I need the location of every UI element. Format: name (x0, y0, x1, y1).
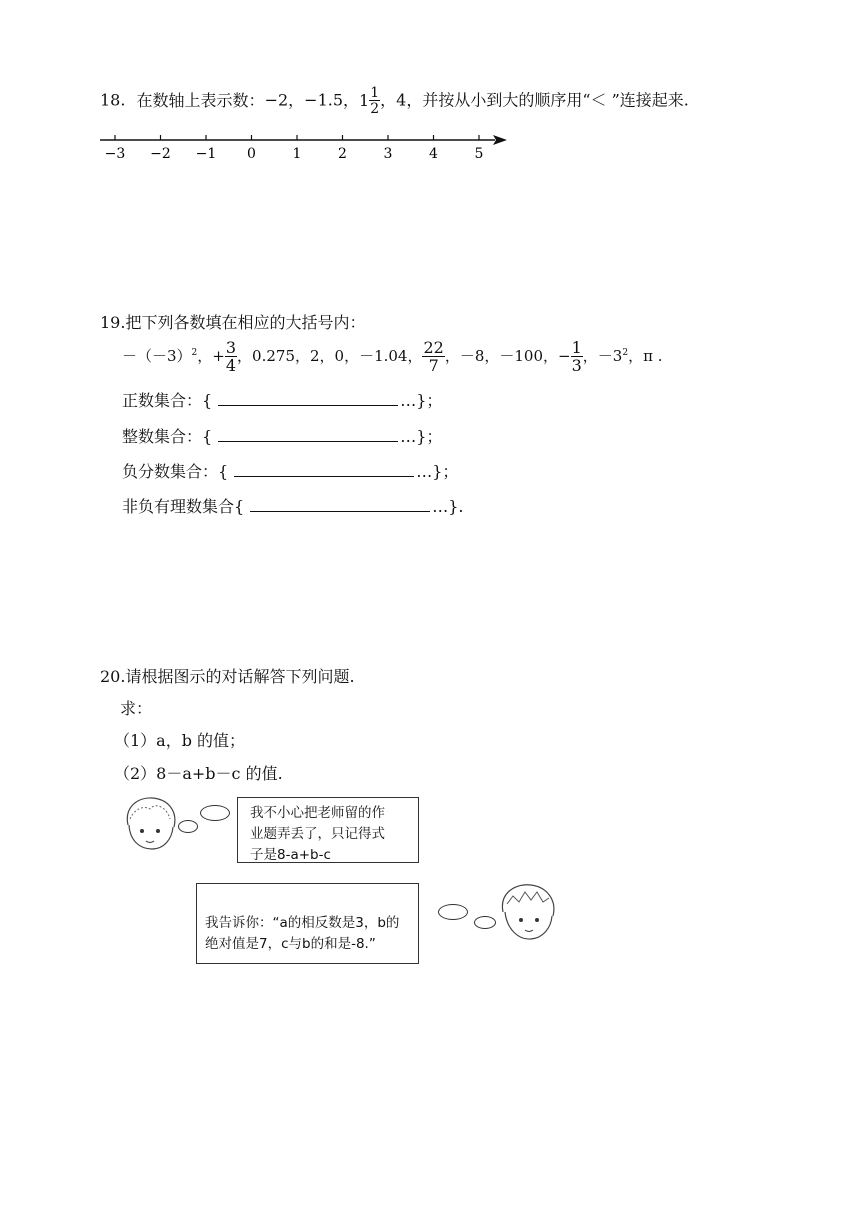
speech-box-2 (196, 883, 419, 964)
speech-line: 子是8-a+b-c (250, 847, 331, 863)
fraction-denominator: 3 (571, 356, 582, 375)
set-end: …}； (400, 427, 443, 446)
fraction-denominator: 2 (370, 101, 380, 117)
set-end: …}； (400, 391, 443, 410)
set-end: …}. (432, 497, 464, 516)
number-item: ，+ (197, 347, 225, 365)
axis-tick-label: −3 (104, 146, 126, 162)
question-19-title: 19.把下列各数填在相应的大括号内： (100, 313, 366, 332)
axis-tick-label: −1 (195, 146, 217, 162)
fraction (571, 340, 583, 374)
separator: ， (343, 90, 360, 110)
fraction (225, 340, 237, 374)
fraction (422, 340, 444, 374)
speech-box-1 (237, 797, 419, 863)
set-label: 负分数集合：{ (122, 462, 229, 481)
question-18 (100, 86, 689, 116)
arrow-head-icon (493, 135, 507, 145)
question-20-ask: 求： (120, 699, 153, 718)
number-value: −2 (264, 90, 289, 110)
number-value: −1.5 (304, 90, 344, 110)
axis-tick-label: 0 (247, 146, 256, 162)
cartoon-child-face-icon (120, 795, 180, 851)
fraction-numerator: 1 (571, 338, 582, 357)
question-text: 在数轴上表示数： (136, 90, 265, 110)
question-19-numbers (122, 340, 662, 374)
question-number: 18. (100, 90, 126, 110)
fraction-numerator: 3 (225, 338, 237, 357)
fraction-denominator: 4 (225, 356, 237, 375)
set-label: 整数集合：{ (122, 427, 213, 446)
separator: ， (288, 90, 305, 110)
cartoon-child-face-icon (497, 882, 559, 942)
question-text: ，4，并按从小到大的顺序用“＜ ”连接起来. (380, 90, 689, 110)
exponent: 2 (622, 348, 629, 358)
speech-line: 绝对值是7，c与b的和是-8.” (205, 936, 376, 952)
answer-blank[interactable] (250, 497, 430, 512)
mixed-number (359, 85, 380, 117)
speech-line: 我告诉你：“a的相反数是3，b的 (205, 915, 400, 931)
question-20-part-1: （1）a，b 的值； (114, 731, 246, 750)
number-item: －（－3） (122, 347, 192, 365)
set-integer (122, 424, 442, 447)
question-20-part-2: （2）8－a+b－c 的值. (114, 764, 283, 783)
exponent: 2 (191, 348, 198, 358)
answer-blank[interactable] (218, 391, 398, 406)
axis-tick-label: 5 (474, 146, 484, 162)
number-line (95, 128, 515, 178)
axis-tick-label: 2 (338, 146, 347, 162)
speech-line: 我不小心把老师留的作 (250, 805, 385, 821)
thought-bubble-medium-icon (438, 904, 468, 920)
mixed-whole: 1 (359, 90, 370, 110)
set-label: 正数集合：{ (122, 391, 213, 410)
axis-tick-label: 4 (429, 146, 438, 162)
number-item: ，0.275，2，0，－1.04， (237, 347, 423, 365)
fraction-numerator: 1 (370, 85, 380, 101)
answer-blank[interactable] (234, 462, 414, 477)
axis-tick-label: −2 (150, 146, 171, 162)
set-positive (122, 388, 442, 411)
speech-line: 业题弄丢了，只记得式 (250, 826, 385, 842)
number-item: ，π . (628, 347, 663, 365)
answer-blank[interactable] (218, 427, 398, 442)
thought-bubble-small-icon (178, 820, 198, 833)
number-item: ，－3 (582, 347, 623, 365)
fraction-numerator: 22 (423, 338, 444, 357)
thought-bubble-small-icon (474, 916, 496, 929)
negative-sign: − (558, 347, 571, 365)
set-end: …}； (416, 462, 459, 481)
set-label: 非负有理数集合{ (122, 497, 245, 516)
set-nonnegative-rational (122, 494, 463, 517)
question-20-title: 20.请根据图示的对话解答下列问题. (100, 667, 355, 686)
set-negative-fraction (122, 459, 458, 482)
fraction-denominator: 7 (428, 356, 439, 375)
fraction (369, 86, 380, 116)
axis-tick-label: 1 (292, 146, 302, 162)
thought-bubble-medium-icon (200, 805, 230, 821)
number-item: ，－8，－100， (444, 347, 559, 365)
axis-tick-label: 3 (383, 146, 393, 162)
